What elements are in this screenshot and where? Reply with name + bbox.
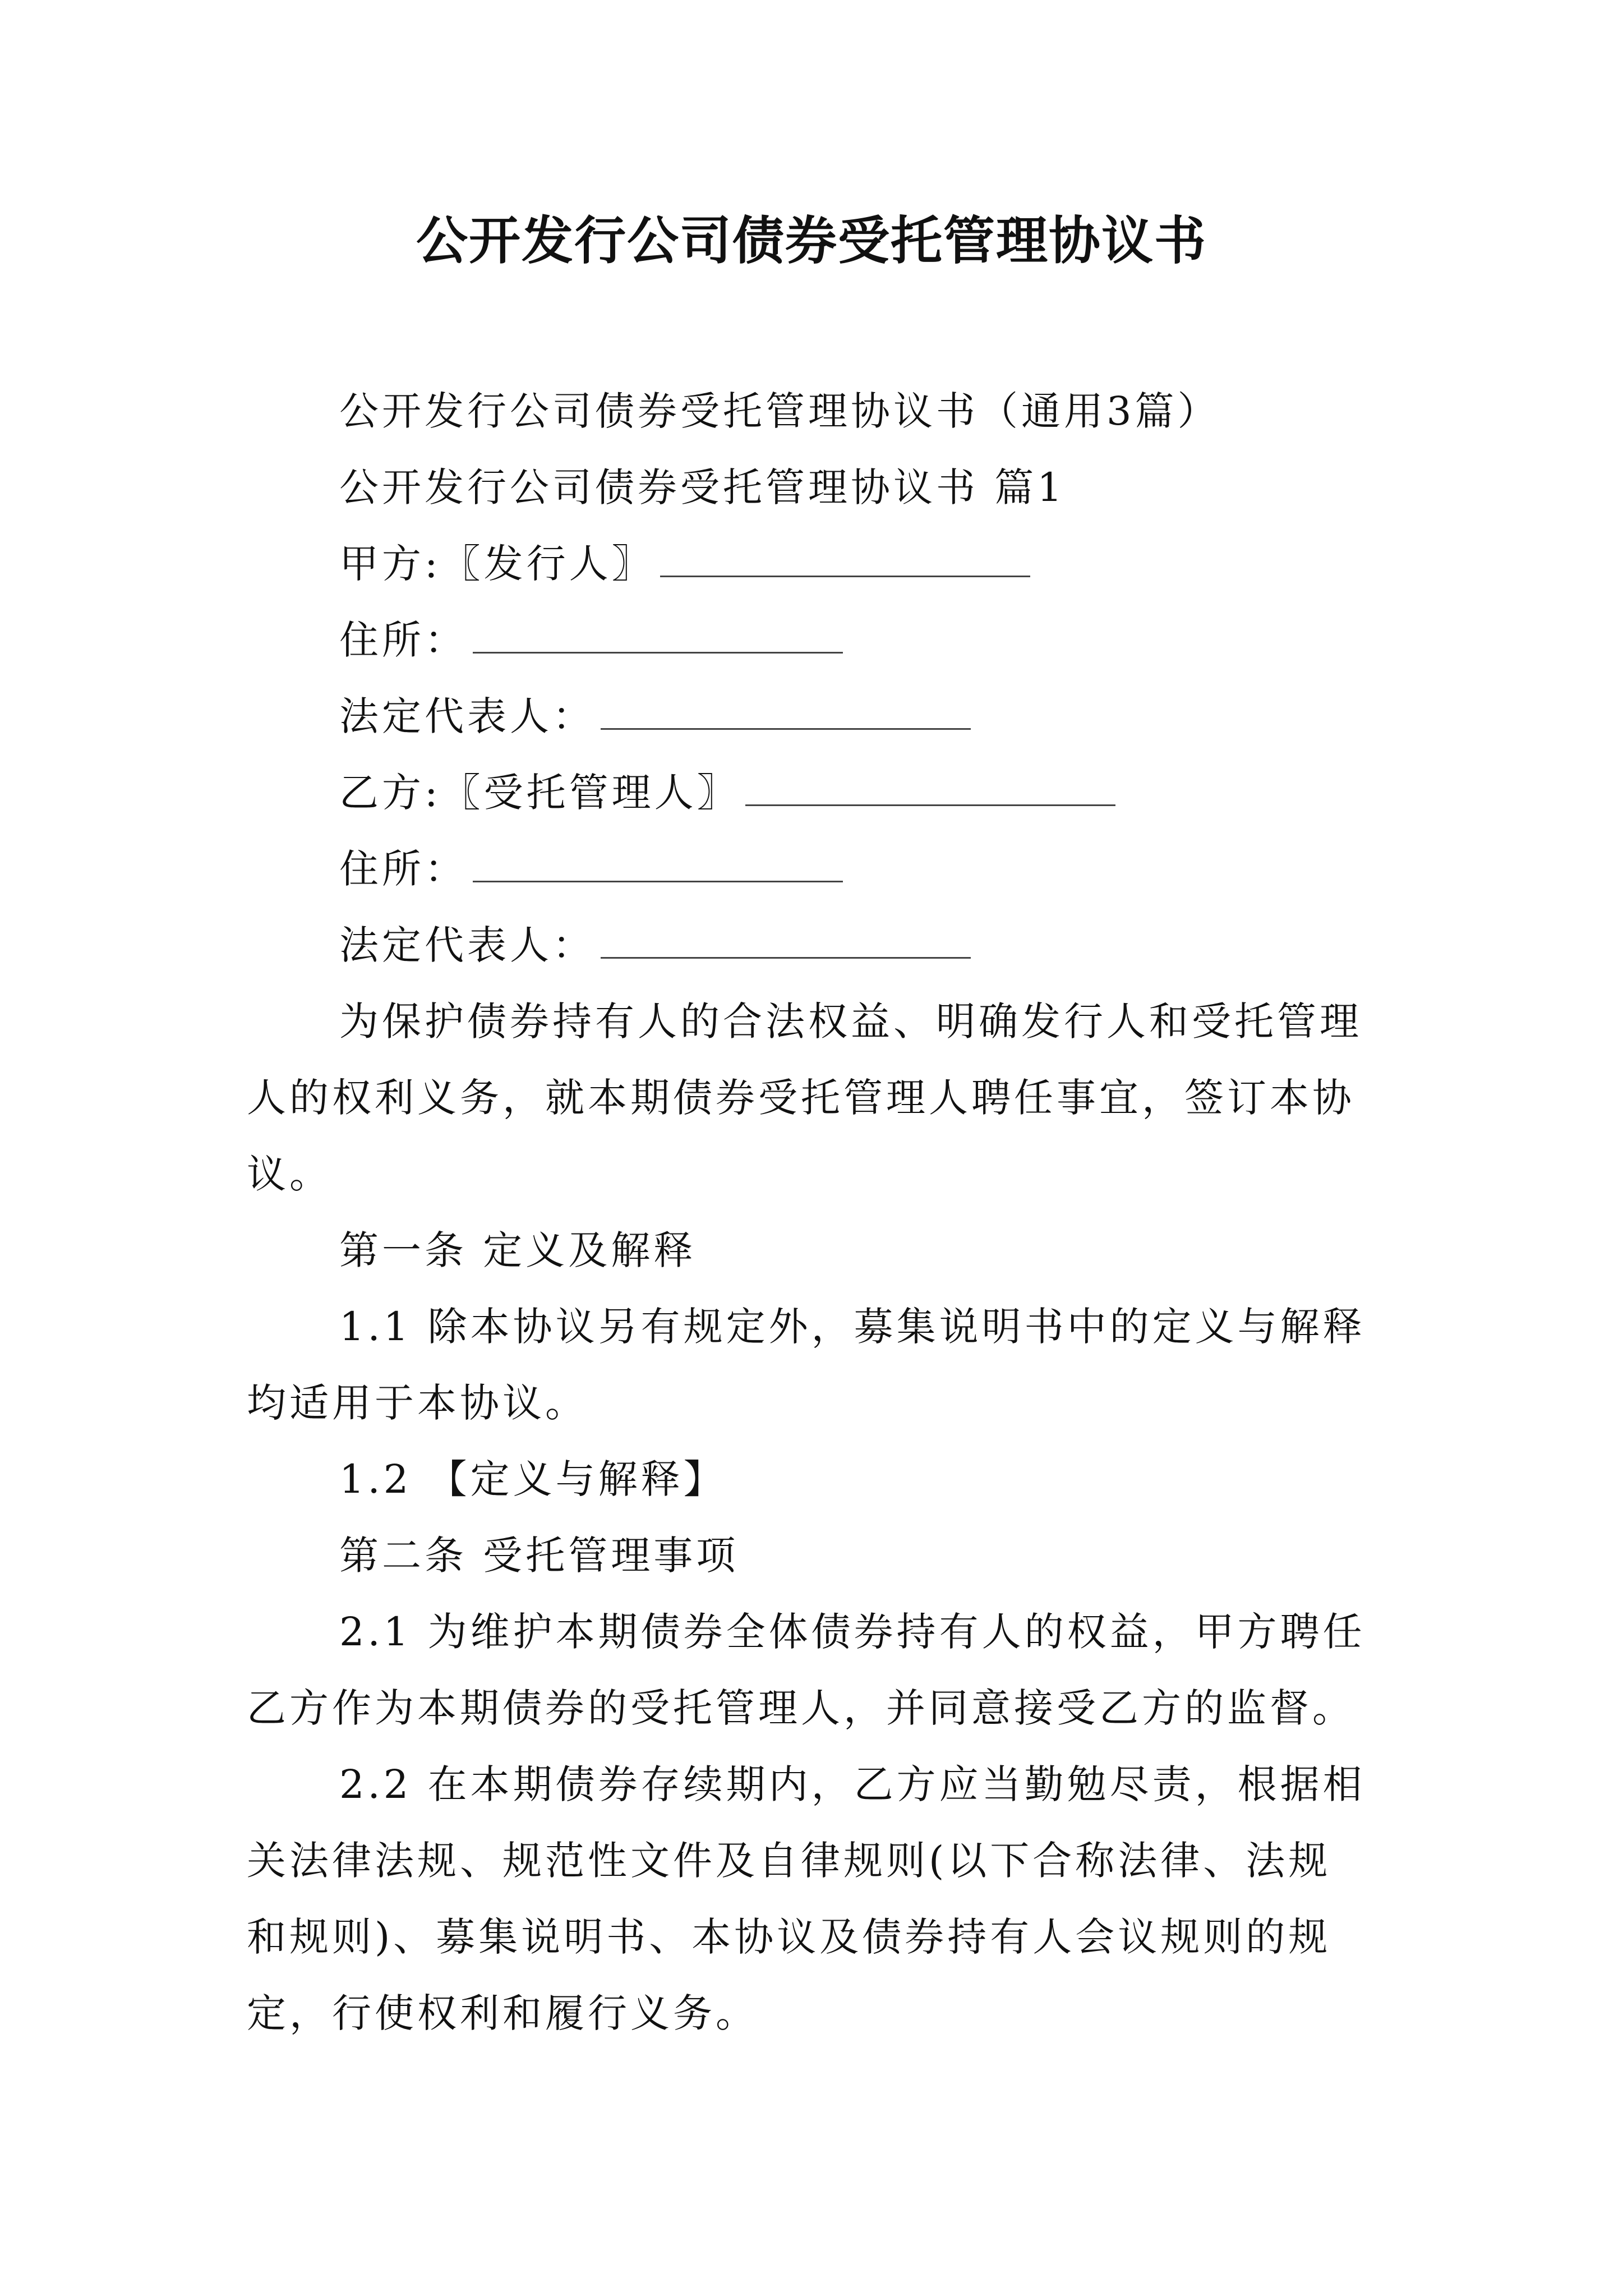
party-a-blank (660, 543, 1030, 577)
party-a-rep-label: 法定代表人： (339, 693, 595, 739)
party-b-rep-blank (601, 924, 971, 959)
article-heading: 第二条 受托管理事项 (339, 1533, 739, 1579)
section-heading: 公开发行公司债券受托管理协议书 篇1 (339, 464, 1066, 510)
party-a-address-label: 住所： (339, 617, 467, 663)
party-a-address-blank (473, 619, 843, 654)
party-b-line (339, 754, 1115, 831)
clause-line: 均适用于本协议。 (247, 1380, 588, 1426)
preamble-line: 议。 (247, 1151, 332, 1197)
preamble-line: 为保护债券持有人的合法权益、明确发行人和受托管理 (339, 999, 1362, 1045)
party-b-blank (745, 772, 1115, 806)
party-b-rep-line (339, 907, 971, 983)
clause-line: 2.2 在本期债券存续期内，乙方应当勤勉尽责，根据相 (339, 1761, 1366, 1807)
document-subtitle: 公开发行公司债券受托管理协议书（通用3篇） (339, 388, 1220, 434)
party-a-rep-blank (601, 696, 971, 730)
party-b-address-line (339, 831, 843, 907)
party-a-address-line (339, 602, 843, 678)
document-title: 公开发行公司债券受托管理协议书 (416, 211, 1207, 271)
party-a-label: 甲方:〖发行人〗 (339, 541, 654, 587)
party-b-rep-label: 法定代表人： (339, 922, 595, 968)
preamble-line: 人的权利义务，就本期债券受托管理人聘任事宜，签订本协 (247, 1075, 1355, 1121)
clause-line: 1.2 【定义与解释】 (339, 1456, 726, 1502)
article-heading: 第一条 定义及解释 (339, 1227, 697, 1273)
clause-line: 乙方作为本期债券的受托管理人，并同意接受乙方的监督。 (247, 1685, 1355, 1731)
clause-line: 和规则)、募集说明书、本协议及债券持有人会议规则的规 (247, 1914, 1331, 1960)
party-b-label: 乙方:〖受托管理人〗 (339, 770, 740, 816)
party-b-address-blank (473, 848, 843, 882)
clause-line: 定，行使权利和履行义务。 (247, 1990, 758, 2036)
party-a-line (339, 526, 1030, 602)
clause-line: 1.1 除本协议另有规定外，募集说明书中的定义与解释 (339, 1304, 1366, 1350)
clause-line: 2.1 为维护本期债券全体债券持有人的权益，甲方聘任 (339, 1609, 1366, 1655)
clause-line: 关法律法规、规范性文件及自律规则(以下合称法律、法规 (247, 1838, 1331, 1884)
party-b-address-label: 住所： (339, 846, 467, 892)
party-a-rep-line (339, 678, 971, 754)
